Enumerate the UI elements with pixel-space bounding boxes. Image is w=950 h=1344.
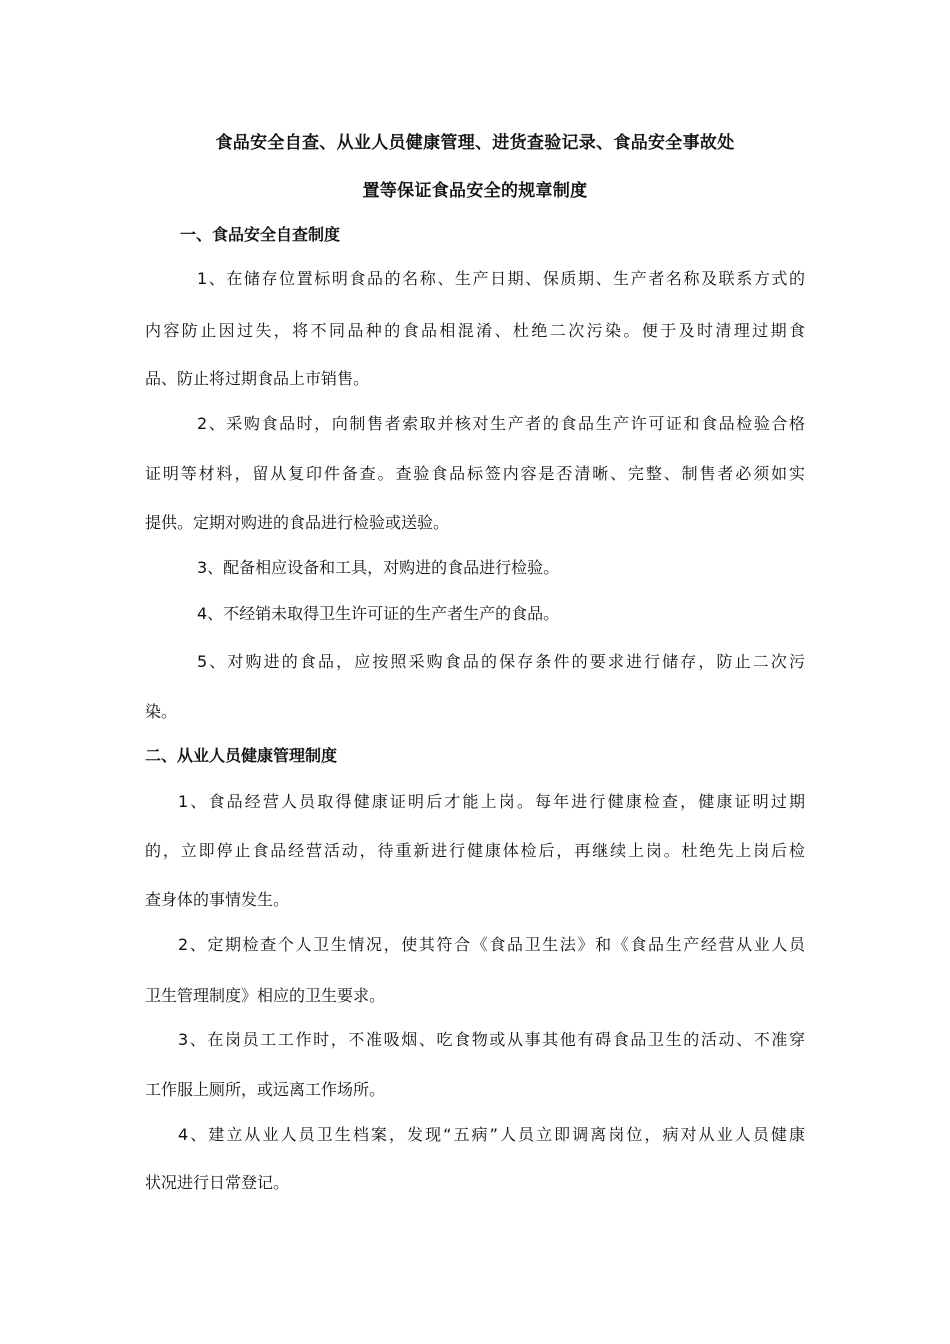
document-title-line-2: 置等保证食品安全的规章制度 — [362, 181, 588, 201]
paragraph-line: 卫生管理制度》相应的卫生要求。 — [145, 986, 386, 1005]
paragraph-line: 查身体的事情发生。 — [145, 890, 290, 909]
section-heading-staff-health: 二、从业人员健康管理制度 — [145, 746, 338, 765]
paragraph-line: 3、配备相应设备和工具，对购进的食品进行检验。 — [197, 558, 560, 577]
paragraph-line: 2、采购食品时，向制售者索取并核对生产者的食品生产许可证和食品检验合格 — [197, 414, 805, 433]
paragraph-line: 5、对购进的食品，应按照采购食品的保存条件的要求进行储存，防止二次污 — [197, 652, 805, 671]
paragraph-line: 4、不经销未取得卫生许可证的生产者生产的食品。 — [197, 604, 560, 623]
paragraph-line: 品、防止将过期食品上市销售。 — [145, 369, 370, 388]
section-heading-self-inspection: 一、食品安全自查制度 — [180, 225, 341, 244]
document-title-line-1: 食品安全自查、从业人员健康管理、进货查验记录、食品安全事故处 — [215, 133, 735, 153]
paragraph-line: 3、在岗员工工作时，不准吸烟、吃食物或从事其他有碍食品卫生的活动、不准穿 — [178, 1030, 805, 1049]
paragraph-line: 的，立即停止食品经营活动，待重新进行健康体检后，再继续上岗。杜绝先上岗后检 — [145, 841, 805, 860]
paragraph-line: 内容防止因过失，将不同品种的食品相混淆、杜绝二次污染。便于及时清理过期食 — [145, 321, 805, 340]
paragraph-line: 1、在储存位置标明食品的名称、生产日期、保质期、生产者名称及联系方式的 — [197, 269, 805, 288]
paragraph-line: 证明等材料，留从复印件备查。查验食品标签内容是否清晰、完整、制售者必须如实 — [145, 464, 805, 483]
paragraph-line: 工作服上厕所，或远离工作场所。 — [145, 1080, 386, 1099]
paragraph-line: 1、食品经营人员取得健康证明后才能上岗。每年进行健康检查，健康证明过期 — [178, 792, 805, 811]
paragraph-line: 4、建立从业人员卫生档案，发现“五病”人员立即调离岗位，病对从业人员健康 — [178, 1125, 805, 1144]
paragraph-line: 2、定期检查个人卫生情况，使其符合《食品卫生法》和《食品生产经营从业人员 — [178, 935, 805, 954]
paragraph-line: 染。 — [145, 702, 178, 721]
paragraph-line: 提供。定期对购进的食品进行检验或送验。 — [145, 513, 450, 532]
paragraph-line: 状况进行日常登记。 — [145, 1173, 290, 1192]
